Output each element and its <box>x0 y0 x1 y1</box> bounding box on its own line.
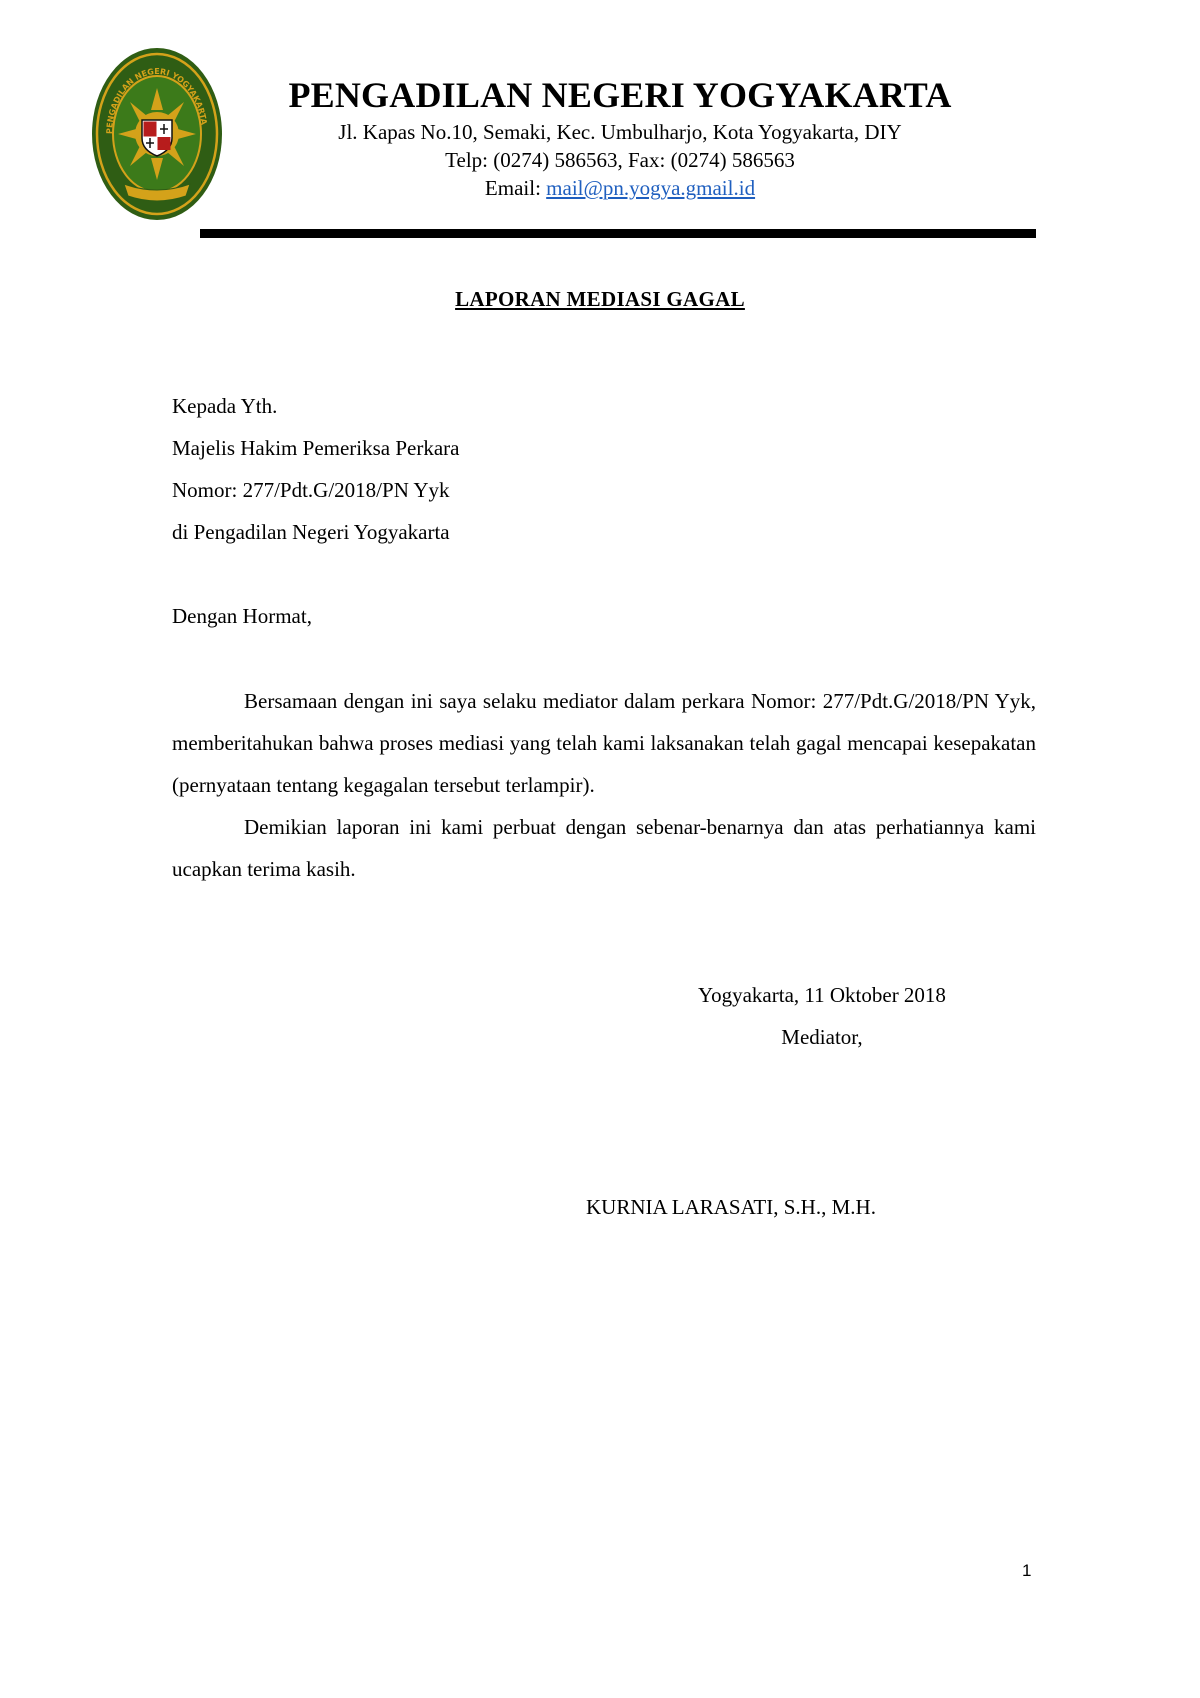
court-phone-fax: Telp: (0274) 586563, Fax: (0274) 586563 <box>445 148 795 172</box>
email-label: Email: <box>484 176 547 200</box>
recipient-line: di Pengadilan Negeri Yogyakarta <box>172 520 450 544</box>
court-seal-logo <box>90 46 224 222</box>
recipient-block <box>172 385 460 553</box>
recipient-line: Nomor: 277/Pdt.G/2018/PN Yyk <box>172 478 450 502</box>
signer-name: KURNIA LARASATI, S.H., M.H. <box>586 1195 876 1219</box>
recipient-line: Kepada Yth. <box>172 394 278 418</box>
signature-block <box>672 974 972 1058</box>
place-date: Yogyakarta, 11 Oktober 2018 <box>698 983 946 1007</box>
letter-body <box>172 680 1036 890</box>
body-paragraph: Bersamaan dengan ini saya selaku mediator dalam perkara Nomor: 277/Pdt.G/2018/PN Yyk, memberitahukan bahwa proses mediasi yang telah kami laksanakan telah gagal mencapai kesepakatan (pernyataan tentang kegagalan tersebut terlampir). <box>172 689 1036 797</box>
greeting: Dengan Hormat, <box>172 604 312 628</box>
court-name: PENGADILAN NEGERI YOGYAKARTA <box>288 75 952 115</box>
document-title: LAPORAN MEDIASI GAGAL <box>455 287 745 311</box>
page-number: 1 <box>1022 1561 1032 1580</box>
court-address: Jl. Kapas No.10, Semaki, Kec. Umbulharjo, Kota Yogyakarta, DIY <box>338 120 902 144</box>
recipient-line: Majelis Hakim Pemeriksa Perkara <box>172 436 460 460</box>
letterhead-divider <box>200 229 1036 238</box>
court-email-line <box>240 174 1000 202</box>
seal-ring-text: PENGADILAN NEGERI YOGYAKARTA <box>104 66 209 135</box>
email-link[interactable]: mail@pn.yogya.gmail.id <box>546 176 756 200</box>
body-paragraph: Demikian laporan ini kami perbuat dengan sebenar-benarnya dan atas perhatiannya kami ucapkan terima kasih. <box>172 815 1036 881</box>
letterhead <box>240 72 1000 202</box>
signer-role: Mediator, <box>781 1025 863 1049</box>
